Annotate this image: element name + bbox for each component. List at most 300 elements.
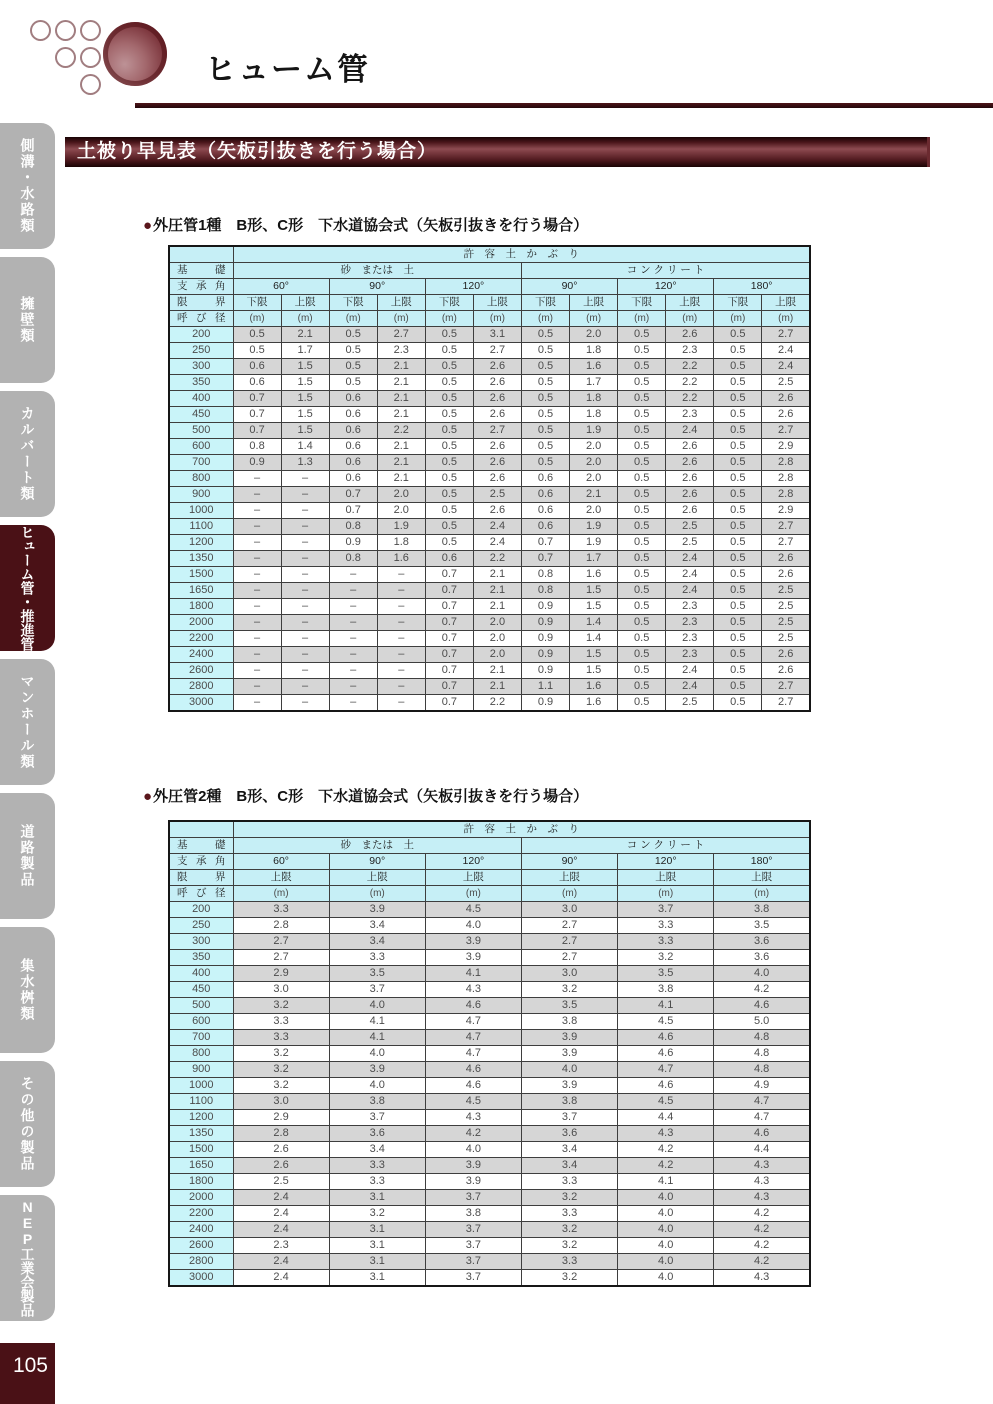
table-row [169, 1094, 810, 1110]
value-cell: 0.5 [521, 359, 569, 375]
value-cell: 2.9 [233, 966, 329, 982]
value-cell: 0.5 [714, 663, 762, 679]
diameter-cell: 250 [169, 918, 233, 934]
value-cell: 3.3 [233, 1014, 329, 1030]
value-cell: 3.8 [329, 1094, 425, 1110]
table-row [169, 407, 810, 423]
diameter-cell: 2200 [169, 631, 233, 647]
value-cell: 2.0 [377, 503, 425, 519]
value-cell: 2.7 [762, 327, 810, 343]
value-cell: 2.5 [666, 535, 714, 551]
sidebar-item-6[interactable] [0, 793, 55, 919]
value-cell: 2.4 [666, 567, 714, 583]
value-cell: 3.3 [618, 918, 714, 934]
value-cell: 2.5 [762, 583, 810, 599]
value-cell: 0.8 [521, 583, 569, 599]
value-cell: 2.7 [377, 327, 425, 343]
value-cell: 3.9 [425, 950, 521, 966]
value-cell: 1.5 [570, 663, 618, 679]
value-cell: 3.3 [329, 1158, 425, 1174]
value-cell: 3.7 [425, 1238, 521, 1254]
diameter-row-label: 呼 び 径 [169, 886, 233, 902]
value-cell: 0.5 [714, 551, 762, 567]
value-cell: 0.5 [521, 439, 569, 455]
table-row [169, 1270, 810, 1287]
value-cell: 3.2 [329, 1206, 425, 1222]
value-cell: 1.9 [570, 535, 618, 551]
value-cell: – [281, 583, 329, 599]
value-cell: 4.4 [618, 1110, 714, 1126]
diameter-cell: 1200 [169, 1110, 233, 1126]
table-row [169, 1190, 810, 1206]
value-cell: 0.5 [714, 375, 762, 391]
value-cell: 2.1 [473, 663, 521, 679]
value-cell: 3.1 [329, 1222, 425, 1238]
value-cell: 0.6 [329, 439, 377, 455]
table-row [169, 1222, 810, 1238]
diameter-cell: 1650 [169, 583, 233, 599]
value-cell: 4.0 [618, 1206, 714, 1222]
value-cell: – [377, 679, 425, 695]
value-cell: 3.2 [233, 1078, 329, 1094]
value-cell: 0.5 [714, 391, 762, 407]
limit-header: 上限 [425, 870, 521, 886]
limit-row-label: 限 界 [169, 295, 233, 311]
angle-header: 120° [425, 854, 521, 870]
value-cell: 4.1 [618, 998, 714, 1014]
table-row [169, 1238, 810, 1254]
value-cell: 4.0 [618, 1238, 714, 1254]
value-cell: – [281, 471, 329, 487]
value-cell: 4.7 [714, 1094, 810, 1110]
value-cell: 0.9 [521, 647, 569, 663]
value-cell: 4.6 [714, 998, 810, 1014]
limit-header: 上限 [714, 870, 810, 886]
sidebar-item-label: カルバート類 [19, 406, 36, 502]
value-cell: 0.6 [329, 455, 377, 471]
value-cell: 2.6 [473, 503, 521, 519]
limit-header: 上限 [281, 295, 329, 311]
table-row [169, 1158, 810, 1174]
value-cell: 3.2 [233, 1062, 329, 1078]
value-cell: 1.6 [570, 567, 618, 583]
value-cell: – [233, 615, 281, 631]
table-row [169, 647, 810, 663]
value-cell: 0.5 [714, 615, 762, 631]
sidebar-item-2[interactable] [0, 257, 55, 383]
value-cell: 2.6 [762, 407, 810, 423]
value-cell: 2.2 [666, 375, 714, 391]
value-cell: 2.6 [473, 375, 521, 391]
value-cell: 4.1 [618, 1174, 714, 1190]
table-row [169, 343, 810, 359]
value-cell: 2.7 [473, 343, 521, 359]
table-row [169, 375, 810, 391]
limit-header: 下限 [425, 295, 473, 311]
diameter-cell: 500 [169, 998, 233, 1014]
section-banner-label: 土被り早見表（矢板引抜きを行う場合） [77, 141, 438, 162]
value-cell: 0.5 [618, 535, 666, 551]
value-cell: 1.5 [281, 375, 329, 391]
value-cell: 0.7 [329, 487, 377, 503]
diameter-cell: 800 [169, 471, 233, 487]
value-cell: 0.5 [618, 503, 666, 519]
table-row [169, 998, 810, 1014]
value-cell: 0.6 [329, 471, 377, 487]
value-cell: 1.6 [377, 551, 425, 567]
value-cell: 4.0 [618, 1270, 714, 1287]
limit-header: 上限 [473, 295, 521, 311]
value-cell: 0.5 [425, 535, 473, 551]
angle-header: 120° [425, 279, 521, 295]
logo-dot-icon [55, 20, 76, 41]
value-cell: – [233, 503, 281, 519]
value-cell: – [233, 551, 281, 567]
value-cell: 1.4 [281, 439, 329, 455]
diameter-cell: 1350 [169, 1126, 233, 1142]
sidebar-item-7[interactable] [0, 927, 55, 1053]
diameter-cell: 200 [169, 327, 233, 343]
value-cell: 1.6 [570, 359, 618, 375]
table-row [169, 615, 810, 631]
table-row [169, 631, 810, 647]
value-cell: 0.5 [521, 423, 569, 439]
unit-cell: (m) [521, 311, 569, 327]
page-number: 105 [0, 1343, 55, 1404]
value-cell: 0.5 [329, 359, 377, 375]
foundation-row-label: 基 礎 [169, 263, 233, 279]
value-cell: 0.7 [233, 423, 281, 439]
allowable-cover-header: 許 容 土 か ぶ り [233, 246, 810, 263]
value-cell: 2.4 [666, 679, 714, 695]
value-cell: 0.7 [425, 599, 473, 615]
value-cell: 2.4 [473, 535, 521, 551]
table1-title-text: 外圧管1種 B形、C形 下水道協会式（矢板引抜きを行う場合） [153, 217, 589, 234]
value-cell: 2.7 [473, 423, 521, 439]
diameter-cell: 1650 [169, 1158, 233, 1174]
value-cell: 0.5 [425, 439, 473, 455]
value-cell: 4.0 [618, 1190, 714, 1206]
value-cell: 0.7 [521, 535, 569, 551]
allowable-cover-header: 許 容 土 か ぶ り [233, 821, 810, 838]
value-cell: 2.7 [521, 950, 617, 966]
value-cell: 3.9 [425, 1174, 521, 1190]
value-cell: 2.2 [473, 695, 521, 712]
value-cell: 4.0 [329, 998, 425, 1014]
value-cell: 0.5 [618, 423, 666, 439]
value-cell: 0.6 [425, 551, 473, 567]
value-cell: 4.0 [618, 1222, 714, 1238]
diameter-cell: 1000 [169, 503, 233, 519]
table-row [169, 535, 810, 551]
unit-cell: (m) [329, 311, 377, 327]
value-cell: 0.5 [618, 583, 666, 599]
diameter-cell: 700 [169, 1030, 233, 1046]
value-cell: 3.5 [618, 966, 714, 982]
value-cell: 4.3 [714, 1174, 810, 1190]
value-cell: 1.8 [570, 343, 618, 359]
diameter-cell: 400 [169, 966, 233, 982]
angle-header: 90° [329, 854, 425, 870]
value-cell: 0.5 [618, 375, 666, 391]
value-cell: 3.0 [521, 902, 617, 918]
value-cell: 0.9 [521, 663, 569, 679]
diameter-cell: 2800 [169, 679, 233, 695]
value-cell: 1.9 [570, 423, 618, 439]
limit-row-label: 限 界 [169, 870, 233, 886]
value-cell: 2.1 [377, 359, 425, 375]
value-cell: 2.1 [377, 407, 425, 423]
unit-cell: (m) [377, 311, 425, 327]
value-cell: 2.3 [666, 631, 714, 647]
angle-header: 180° [714, 279, 810, 295]
value-cell: 0.5 [618, 519, 666, 535]
value-cell: 0.5 [714, 535, 762, 551]
value-cell: 1.4 [570, 615, 618, 631]
value-cell: 4.1 [425, 966, 521, 982]
value-cell: 4.2 [714, 1238, 810, 1254]
unit-cell: (m) [233, 886, 329, 902]
page-title: ヒューム管 [205, 52, 370, 87]
value-cell: 2.6 [762, 391, 810, 407]
diameter-cell: 2400 [169, 1222, 233, 1238]
value-cell: 3.7 [425, 1222, 521, 1238]
diameter-cell: 450 [169, 407, 233, 423]
value-cell: 0.5 [714, 487, 762, 503]
value-cell: 2.6 [666, 503, 714, 519]
value-cell: 1.4 [570, 631, 618, 647]
diameter-cell: 3000 [169, 1270, 233, 1287]
unit-cell: (m) [570, 311, 618, 327]
value-cell: – [281, 519, 329, 535]
unit-cell: (m) [233, 311, 281, 327]
value-cell: 4.8 [714, 1046, 810, 1062]
value-cell: 4.6 [618, 1046, 714, 1062]
unit-cell: (m) [473, 311, 521, 327]
diameter-cell: 600 [169, 439, 233, 455]
value-cell: – [281, 615, 329, 631]
value-cell: 4.7 [425, 1046, 521, 1062]
value-cell: 3.4 [329, 934, 425, 950]
angle-header: 60° [233, 854, 329, 870]
value-cell: 0.5 [714, 423, 762, 439]
support-angle-label: 支 承 角 [169, 854, 233, 870]
value-cell: 4.3 [425, 982, 521, 998]
value-cell: 2.1 [473, 583, 521, 599]
value-cell: – [377, 615, 425, 631]
value-cell: 0.5 [714, 471, 762, 487]
sidebar-item-8[interactable] [0, 1061, 55, 1187]
value-cell: 0.6 [521, 471, 569, 487]
value-cell: 0.6 [329, 407, 377, 423]
value-cell: 2.6 [473, 455, 521, 471]
title-rule [135, 103, 993, 108]
value-cell: 0.5 [618, 679, 666, 695]
limit-header: 上限 [329, 870, 425, 886]
diameter-cell: 1100 [169, 1094, 233, 1110]
logo-dot-icon [80, 74, 101, 95]
foundation-group-header: 砂 または 土 [233, 263, 521, 279]
value-cell: 4.2 [618, 1142, 714, 1158]
value-cell: 1.1 [521, 679, 569, 695]
unit-cell: (m) [666, 311, 714, 327]
value-cell: 3.9 [425, 934, 521, 950]
value-cell: – [233, 647, 281, 663]
value-cell: 1.5 [570, 599, 618, 615]
value-cell: 3.9 [425, 1158, 521, 1174]
value-cell: 3.7 [618, 902, 714, 918]
value-cell: 4.5 [618, 1094, 714, 1110]
diameter-cell: 400 [169, 391, 233, 407]
value-cell: 2.5 [473, 487, 521, 503]
value-cell: 2.0 [570, 439, 618, 455]
sidebar-item-5[interactable] [0, 659, 55, 785]
value-cell: 3.0 [233, 1094, 329, 1110]
table-row [169, 663, 810, 679]
logo-dot-icon [55, 47, 76, 68]
diameter-cell: 350 [169, 375, 233, 391]
value-cell: 3.3 [521, 1174, 617, 1190]
value-cell: 2.6 [666, 455, 714, 471]
sidebar-item-3[interactable] [0, 391, 55, 517]
value-cell: 4.6 [425, 998, 521, 1014]
value-cell: 1.5 [281, 391, 329, 407]
table-row [169, 327, 810, 343]
limit-header: 下限 [521, 295, 569, 311]
value-cell: 4.2 [425, 1126, 521, 1142]
value-cell: 0.5 [714, 631, 762, 647]
value-cell: 0.5 [618, 695, 666, 712]
value-cell: 2.8 [762, 487, 810, 503]
value-cell: 1.3 [281, 455, 329, 471]
value-cell: 3.6 [329, 1126, 425, 1142]
value-cell: 0.5 [714, 359, 762, 375]
value-cell: 1.5 [570, 583, 618, 599]
value-cell: 1.7 [570, 551, 618, 567]
value-cell: 3.1 [329, 1254, 425, 1270]
value-cell: 2.6 [473, 439, 521, 455]
value-cell: 2.9 [762, 503, 810, 519]
table1-title [143, 214, 588, 235]
value-cell: 0.6 [233, 375, 281, 391]
value-cell: 0.5 [521, 391, 569, 407]
value-cell: 2.4 [233, 1222, 329, 1238]
value-cell: 4.9 [714, 1078, 810, 1094]
table-row [169, 982, 810, 998]
value-cell: 0.7 [425, 615, 473, 631]
value-cell: 0.5 [714, 407, 762, 423]
sidebar-item-9[interactable] [0, 1195, 55, 1321]
unit-cell: (m) [281, 311, 329, 327]
value-cell: – [329, 583, 377, 599]
value-cell: – [329, 695, 377, 712]
value-cell: 0.5 [618, 487, 666, 503]
table-row [169, 551, 810, 567]
table-row [169, 423, 810, 439]
value-cell: 2.6 [233, 1158, 329, 1174]
value-cell: 0.5 [425, 455, 473, 471]
diameter-cell: 200 [169, 902, 233, 918]
value-cell: 3.3 [521, 1206, 617, 1222]
angle-header: 90° [329, 279, 425, 295]
value-cell: – [233, 599, 281, 615]
value-cell: – [233, 567, 281, 583]
value-cell: 2.5 [762, 615, 810, 631]
value-cell: – [281, 535, 329, 551]
value-cell: 4.5 [618, 1014, 714, 1030]
value-cell: 3.2 [521, 982, 617, 998]
value-cell: 3.9 [521, 1078, 617, 1094]
diameter-cell: 2000 [169, 1190, 233, 1206]
value-cell: 2.8 [233, 918, 329, 934]
value-cell: 3.8 [618, 982, 714, 998]
value-cell: 0.5 [425, 487, 473, 503]
value-cell: 3.4 [329, 1142, 425, 1158]
table-corner-cell [169, 821, 233, 838]
value-cell: 0.5 [714, 439, 762, 455]
diameter-cell: 2600 [169, 663, 233, 679]
value-cell: 4.7 [425, 1030, 521, 1046]
table-row [169, 1110, 810, 1126]
value-cell: 0.5 [714, 519, 762, 535]
value-cell: 2.1 [377, 471, 425, 487]
value-cell: 0.5 [425, 519, 473, 535]
value-cell: 0.5 [618, 631, 666, 647]
value-cell: 4.7 [714, 1110, 810, 1126]
unit-cell: (m) [762, 311, 810, 327]
table1-wrapper [168, 245, 811, 712]
value-cell: 3.9 [329, 902, 425, 918]
limit-header: 下限 [329, 295, 377, 311]
value-cell: 3.9 [521, 1030, 617, 1046]
value-cell: 2.2 [377, 423, 425, 439]
value-cell: 2.4 [666, 423, 714, 439]
table-row [169, 950, 810, 966]
value-cell: 2.8 [233, 1126, 329, 1142]
value-cell: 0.7 [233, 407, 281, 423]
value-cell: 0.7 [425, 695, 473, 712]
value-cell: 0.5 [329, 343, 377, 359]
value-cell: 0.5 [714, 503, 762, 519]
sidebar-item-1[interactable] [0, 123, 55, 249]
limit-header: 上限 [618, 870, 714, 886]
table-row [169, 1014, 810, 1030]
diameter-cell: 1000 [169, 1078, 233, 1094]
value-cell: 0.5 [521, 407, 569, 423]
table-row [169, 455, 810, 471]
value-cell: 1.9 [377, 519, 425, 535]
value-cell: 0.5 [425, 343, 473, 359]
value-cell: 0.6 [329, 423, 377, 439]
sidebar-item-4[interactable] [0, 525, 55, 651]
value-cell: 2.7 [762, 695, 810, 712]
value-cell: 0.5 [618, 471, 666, 487]
value-cell: 2.6 [762, 663, 810, 679]
value-cell: 2.3 [233, 1238, 329, 1254]
value-cell: 2.4 [762, 359, 810, 375]
table-row [169, 471, 810, 487]
value-cell: – [329, 647, 377, 663]
table-row [169, 1254, 810, 1270]
value-cell: 0.5 [425, 407, 473, 423]
table2-title [143, 785, 588, 806]
value-cell: 2.0 [377, 487, 425, 503]
value-cell: 0.5 [714, 343, 762, 359]
value-cell: 1.5 [281, 423, 329, 439]
value-cell: 2.1 [473, 599, 521, 615]
value-cell: – [281, 551, 329, 567]
value-cell: 0.6 [329, 391, 377, 407]
